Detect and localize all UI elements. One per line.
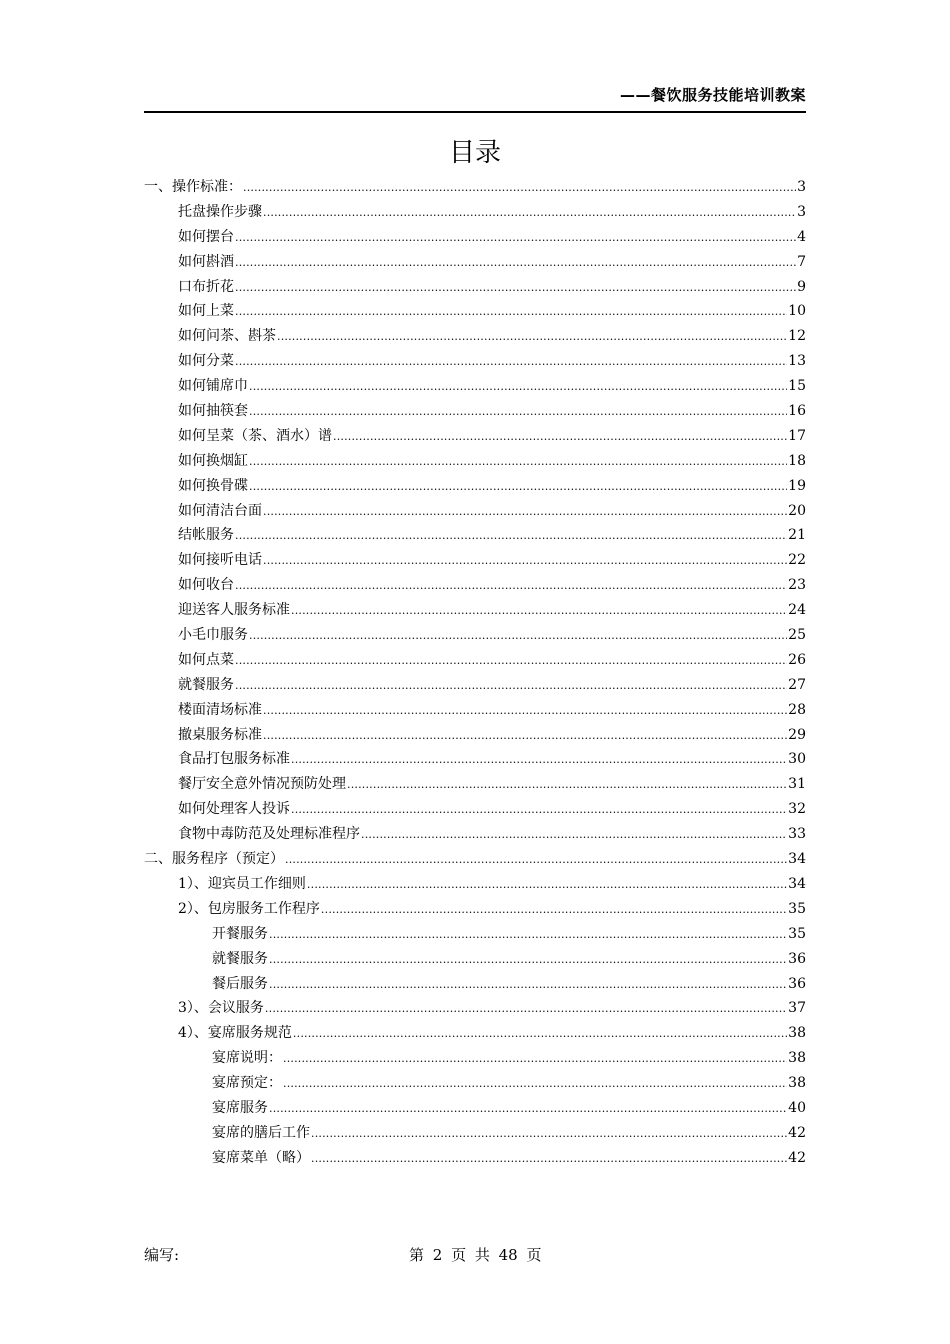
toc-entry-page-number: 13 — [788, 353, 806, 370]
toc-dot-leader — [263, 549, 787, 574]
toc-dot-leader — [235, 524, 787, 549]
toc-dot-leader — [235, 574, 787, 599]
toc-entry[interactable] — [144, 847, 806, 872]
toc-entry-page-number: 28 — [788, 701, 806, 718]
toc-entry-label: 食品打包服务标准 — [178, 751, 290, 768]
toc-entry-page-number: 23 — [788, 577, 806, 594]
toc-entry-page-number: 22 — [788, 552, 806, 569]
toc-entry-label: 口布折花 — [178, 278, 234, 295]
toc-dot-leader — [291, 599, 787, 624]
toc-entry-page-number: 10 — [788, 303, 806, 320]
toc-dot-leader — [235, 350, 787, 375]
toc-entry-label: 如何抽筷套 — [178, 403, 248, 420]
table-of-contents — [144, 175, 806, 1171]
header-divider — [144, 111, 806, 113]
toc-entry[interactable] — [144, 772, 806, 797]
toc-entry[interactable] — [144, 299, 806, 324]
toc-dot-leader — [263, 699, 787, 724]
toc-entry[interactable] — [144, 548, 806, 573]
toc-dot-leader — [249, 375, 787, 400]
toc-entry[interactable] — [144, 1046, 806, 1071]
toc-dot-leader — [235, 649, 787, 674]
toc-dot-leader — [291, 748, 787, 773]
toc-entry-label: 宴席菜单（略） — [212, 1149, 310, 1166]
toc-entry[interactable] — [144, 1096, 806, 1121]
toc-entry-label: 就餐服务 — [212, 950, 268, 967]
toc-dot-leader — [249, 450, 787, 475]
toc-dot-leader — [249, 475, 787, 500]
toc-entry[interactable] — [144, 822, 806, 847]
toc-entry-page-number: 42 — [788, 1149, 806, 1166]
toc-dot-leader — [235, 226, 796, 251]
document-header-title: ——餐饮服务技能培训教案 — [619, 86, 806, 104]
toc-entry-label: 结帐服务 — [178, 527, 234, 544]
toc-entry-page-number: 24 — [788, 602, 806, 619]
toc-entry[interactable] — [144, 972, 806, 997]
toc-entry-label: 如何接听电话 — [178, 552, 262, 569]
toc-entry-label: 宴席服务 — [212, 1099, 268, 1116]
toc-entry-label: 3）、会议服务 — [178, 1000, 264, 1017]
toc-dot-leader — [269, 973, 787, 998]
toc-entry[interactable] — [144, 872, 806, 897]
toc-dot-leader — [311, 1147, 787, 1172]
toc-entry-label: 楼面清场标准 — [178, 701, 262, 718]
toc-entry-page-number: 15 — [788, 378, 806, 395]
toc-dot-leader — [269, 1097, 787, 1122]
toc-entry-page-number: 38 — [788, 1050, 806, 1067]
toc-entry-page-number: 32 — [788, 801, 806, 818]
toc-dot-leader — [283, 1072, 787, 1097]
toc-entry[interactable] — [144, 947, 806, 972]
toc-entry-label: 小毛巾服务 — [178, 627, 248, 644]
toc-dot-leader — [269, 923, 787, 948]
toc-entry[interactable] — [144, 673, 806, 698]
toc-dot-leader — [347, 773, 787, 798]
toc-entry-page-number: 9 — [797, 278, 806, 295]
toc-entry-page-number: 26 — [788, 651, 806, 668]
toc-entry[interactable] — [144, 424, 806, 449]
toc-dot-leader — [277, 325, 787, 350]
toc-dot-leader — [235, 276, 796, 301]
toc-entry[interactable] — [144, 1121, 806, 1146]
toc-dot-leader — [243, 176, 796, 201]
toc-dot-leader — [263, 500, 787, 525]
toc-dot-leader — [307, 873, 787, 898]
toc-entry[interactable] — [144, 623, 806, 648]
toc-entry-label: 就餐服务 — [178, 676, 234, 693]
toc-entry-label: 如何摆台 — [178, 228, 234, 245]
toc-entry[interactable] — [144, 1146, 806, 1171]
toc-entry[interactable] — [144, 200, 806, 225]
toc-entry-page-number: 25 — [788, 627, 806, 644]
toc-dot-leader — [235, 251, 796, 276]
toc-dot-leader — [361, 823, 787, 848]
toc-entry-page-number: 36 — [788, 975, 806, 992]
toc-entry[interactable] — [144, 225, 806, 250]
toc-entry[interactable] — [144, 598, 806, 623]
toc-entry[interactable] — [144, 275, 806, 300]
toc-dot-leader — [249, 624, 787, 649]
toc-entry-label: 1）、迎宾员工作细则 — [178, 875, 306, 892]
toc-entry-label: 如何收台 — [178, 577, 234, 594]
toc-entry-page-number: 38 — [788, 1025, 806, 1042]
toc-entry-label: 如何斟酒 — [178, 253, 234, 270]
toc-dot-leader — [263, 201, 796, 226]
toc-entry-label: 餐后服务 — [212, 975, 268, 992]
toc-entry-label: 如何处理客人投诉 — [178, 801, 290, 818]
toc-entry-page-number: 35 — [788, 900, 806, 917]
toc-entry[interactable] — [144, 474, 806, 499]
toc-entry-page-number: 27 — [788, 676, 806, 693]
toc-entry[interactable] — [144, 449, 806, 474]
toc-entry-label: 如何清洁台面 — [178, 502, 262, 519]
footer-author-label: 编写: — [144, 1246, 180, 1264]
toc-entry[interactable] — [144, 723, 806, 748]
toc-entry-label: 如何点菜 — [178, 651, 234, 668]
toc-entry-label: 4）、宴席服务规范 — [178, 1025, 292, 1042]
toc-entry[interactable] — [144, 648, 806, 673]
toc-entry[interactable] — [144, 1071, 806, 1096]
toc-entry-page-number: 35 — [788, 925, 806, 942]
toc-entry-label: 开餐服务 — [212, 925, 268, 942]
toc-dot-leader — [321, 898, 787, 923]
toc-entry-page-number: 21 — [788, 527, 806, 544]
toc-dot-leader — [333, 425, 787, 450]
toc-entry-label: 如何呈菜（茶、酒水）谱 — [178, 427, 332, 444]
toc-entry-label: 迎送客人服务标准 — [178, 602, 290, 619]
toc-entry-label: 一、操作标准： — [144, 179, 242, 195]
toc-entry-page-number: 33 — [788, 826, 806, 843]
toc-entry-label: 如何上菜 — [178, 303, 234, 320]
toc-entry-page-number: 36 — [788, 950, 806, 967]
toc-entry-page-number: 30 — [788, 751, 806, 768]
toc-entry[interactable] — [144, 175, 806, 200]
toc-dot-leader — [285, 848, 787, 873]
toc-entry-label: 如何换骨碟 — [178, 477, 248, 494]
toc-entry[interactable] — [144, 349, 806, 374]
toc-entry[interactable] — [144, 250, 806, 275]
toc-dot-leader — [291, 798, 787, 823]
toc-entry[interactable] — [144, 922, 806, 947]
toc-entry-label: 如何换烟缸 — [178, 452, 248, 469]
toc-entry-label: 宴席说明： — [212, 1050, 282, 1067]
toc-dot-leader — [249, 400, 787, 425]
toc-entry-label: 撤桌服务标准 — [178, 726, 262, 743]
toc-dot-leader — [265, 997, 787, 1022]
toc-entry-page-number: 16 — [788, 403, 806, 420]
toc-entry[interactable] — [144, 747, 806, 772]
toc-entry[interactable] — [144, 499, 806, 524]
toc-dot-leader — [235, 674, 787, 699]
toc-entry[interactable] — [144, 1021, 806, 1046]
toc-entry[interactable] — [144, 996, 806, 1021]
toc-entry-page-number: 19 — [788, 477, 806, 494]
toc-entry-page-number: 34 — [788, 875, 806, 892]
toc-entry-page-number: 42 — [788, 1124, 806, 1141]
toc-entry-label: 2）、包房服务工作程序 — [178, 900, 320, 917]
toc-entry-label: 二、服务程序（预定） — [144, 851, 284, 868]
toc-entry-label: 食物中毒防范及处理标准程序 — [178, 826, 360, 843]
footer-page-info: 第 2 页 共 48 页 — [409, 1246, 542, 1264]
toc-entry-page-number: 3 — [797, 203, 806, 220]
toc-dot-leader — [263, 724, 787, 749]
toc-entry-page-number: 31 — [788, 776, 806, 793]
toc-entry-label: 宴席预定： — [212, 1075, 282, 1092]
toc-entry-page-number: 40 — [788, 1099, 806, 1116]
toc-entry-page-number: 17 — [788, 427, 806, 444]
toc-entry-page-number: 34 — [788, 851, 806, 868]
toc-entry-label: 如何分菜 — [178, 353, 234, 370]
toc-entry[interactable] — [144, 523, 806, 548]
toc-dot-leader — [311, 1122, 787, 1147]
toc-entry[interactable] — [144, 374, 806, 399]
toc-entry[interactable] — [144, 399, 806, 424]
toc-entry[interactable] — [144, 797, 806, 822]
toc-dot-leader — [269, 948, 787, 973]
toc-entry-label: 宴席的膳后工作 — [212, 1124, 310, 1141]
toc-entry[interactable] — [144, 897, 806, 922]
toc-entry-label: 如何铺席巾 — [178, 378, 248, 395]
toc-entry-page-number: 3 — [797, 179, 806, 195]
toc-dot-leader — [235, 300, 787, 325]
toc-entry-label: 如何问茶、斟茶 — [178, 328, 276, 345]
toc-entry-page-number: 20 — [788, 502, 806, 519]
toc-entry-page-number: 29 — [788, 726, 806, 743]
toc-entry-page-number: 12 — [788, 328, 806, 345]
toc-entry[interactable] — [144, 324, 806, 349]
toc-entry-page-number: 38 — [788, 1075, 806, 1092]
toc-dot-leader — [293, 1022, 787, 1047]
toc-entry-label: 托盘操作步骤 — [178, 203, 262, 220]
toc-entry[interactable] — [144, 698, 806, 723]
toc-title: 目录 — [448, 138, 501, 168]
toc-entry-label: 餐厅安全意外情况预防处理 — [178, 776, 346, 793]
toc-entry-page-number: 4 — [797, 228, 806, 245]
toc-entry-page-number: 18 — [788, 452, 806, 469]
toc-dot-leader — [283, 1047, 787, 1072]
toc-entry-page-number: 37 — [788, 1000, 806, 1017]
toc-entry[interactable] — [144, 573, 806, 598]
toc-entry-page-number: 7 — [797, 253, 806, 270]
